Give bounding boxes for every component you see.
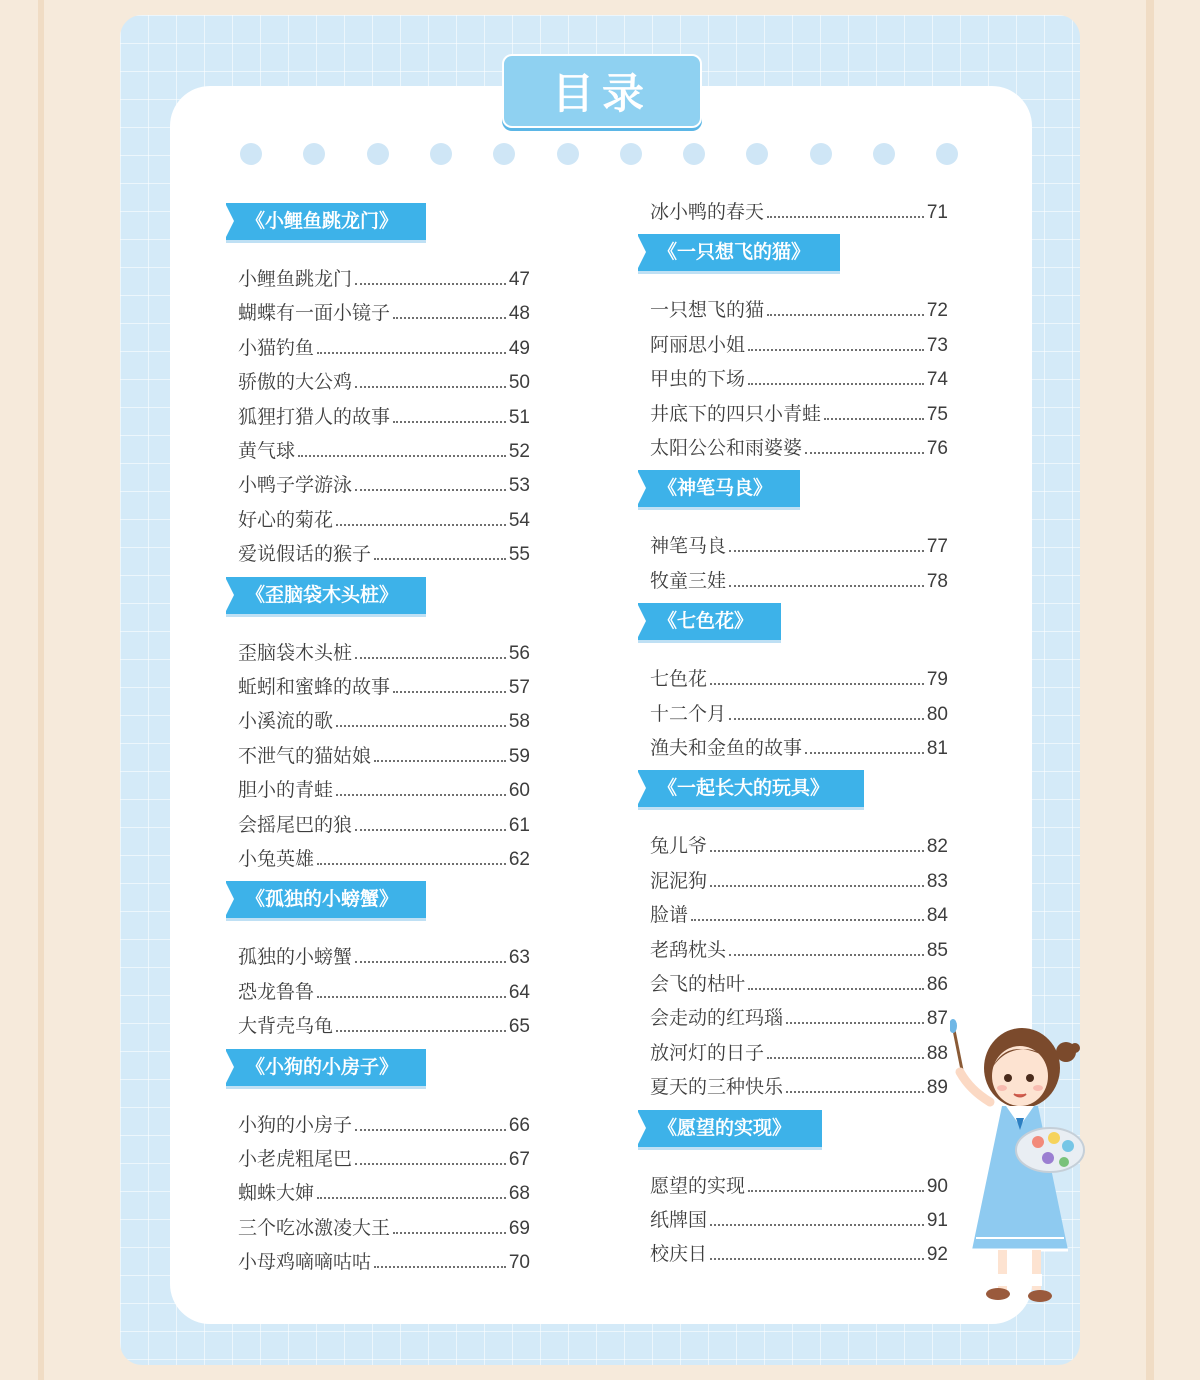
page-title: 目录 (502, 54, 702, 128)
entry-page-number: 74 (926, 369, 948, 391)
entry-title: 小狗的小房子 (238, 1113, 353, 1136)
toc-entry[interactable] (238, 469, 530, 497)
entry-title: 冰小鸭的春天 (650, 201, 765, 223)
toc-entry[interactable] (238, 435, 530, 463)
decorative-dot (303, 143, 325, 165)
section-header[interactable] (226, 1049, 426, 1086)
dot-leader (729, 954, 924, 956)
entry-page-number: 85 (926, 939, 948, 961)
toc-entry[interactable] (238, 297, 530, 325)
entry-page-number: 67 (508, 1149, 530, 1170)
entry-title: 夏天的三种快乐 (650, 1076, 784, 1099)
entry-page-number: 63 (508, 947, 530, 969)
entry-title: 小兔英雄 (238, 848, 315, 870)
entry-page-number: 60 (508, 780, 530, 802)
decorative-dot (620, 143, 642, 165)
entry-title: 小鸭子学游泳 (238, 474, 353, 497)
dot-leader (355, 961, 506, 963)
entry-page-number: 59 (508, 745, 530, 767)
decorative-dot (873, 143, 895, 165)
section-header[interactable] (638, 770, 864, 807)
toc-entry[interactable] (238, 1143, 530, 1171)
toc-entry[interactable] (650, 1170, 948, 1198)
toc-entry[interactable] (238, 538, 530, 566)
entry-page-number: 55 (508, 544, 530, 566)
section-header[interactable] (638, 1110, 822, 1147)
section-title: 《愿望的实现》 (658, 1116, 792, 1139)
section-notch (637, 1110, 646, 1146)
toc-entry[interactable] (238, 366, 530, 394)
dot-leader (317, 352, 506, 354)
section-notch (637, 470, 646, 506)
dot-leader (748, 988, 924, 990)
entry-page-number: 48 (508, 303, 530, 325)
dot-leader (729, 550, 924, 552)
toc-entry[interactable] (238, 671, 530, 699)
entry-title: 歪脑袋木头桩 (238, 641, 353, 664)
dot-leader (710, 1258, 924, 1260)
entry-page-number: 50 (508, 372, 530, 394)
toc-entry[interactable] (650, 196, 948, 224)
dot-leader (393, 1232, 506, 1234)
entry-page-number: 62 (508, 849, 530, 870)
section-header[interactable] (638, 234, 840, 271)
toc-entry[interactable] (650, 968, 948, 996)
entry-title: 小老虎粗尾巴 (238, 1148, 353, 1170)
toc-entry[interactable] (650, 934, 948, 962)
toc-entry[interactable] (650, 1204, 948, 1232)
entry-title: 蚯蚓和蜜蜂的故事 (238, 676, 391, 698)
dot-leader (748, 383, 924, 385)
decorative-dot (683, 143, 705, 165)
entry-title: 十二个月 (650, 702, 727, 725)
section-title: 《歪脑袋木头桩》 (246, 583, 399, 606)
entry-title: 井底下的四只小青蛙 (650, 402, 822, 425)
entry-page-number: 72 (926, 300, 948, 322)
dot-leader (336, 524, 506, 526)
entry-title: 会飞的枯叶 (650, 973, 746, 995)
entry-page-number: 86 (926, 974, 948, 995)
toc-entry[interactable] (238, 504, 530, 532)
toc-entry[interactable] (650, 530, 948, 558)
entry-title: 一只想飞的猫 (650, 299, 765, 322)
toc-entry[interactable] (238, 401, 530, 429)
section-title: 《孤独的小螃蟹》 (246, 888, 399, 911)
section-header[interactable] (226, 881, 426, 918)
section-title: 《小狗的小房子》 (246, 1055, 399, 1078)
section-header[interactable] (226, 203, 426, 240)
toc-entry[interactable] (238, 1109, 530, 1137)
section-title: 《神笔马良》 (658, 477, 773, 500)
entry-title: 小母鸡嘀嘀咕咕 (238, 1251, 372, 1274)
entry-title: 渔夫和金鱼的故事 (650, 737, 803, 759)
entry-title: 牧童三娃 (650, 569, 727, 592)
entry-title: 七色花 (650, 668, 708, 691)
dot-leader (805, 752, 924, 754)
entry-title: 大背壳乌龟 (238, 1015, 334, 1038)
entry-page-number: 69 (508, 1217, 530, 1239)
entry-title: 不泄气的猫姑娘 (238, 744, 372, 767)
entry-title: 狐狸打猎人的故事 (238, 405, 391, 428)
entry-page-number: 56 (508, 642, 530, 664)
entry-page-number: 49 (508, 337, 530, 359)
entry-page-number: 65 (508, 1016, 530, 1038)
dot-leader (710, 885, 924, 887)
toc-entry[interactable] (650, 329, 948, 357)
entry-page-number: 82 (926, 836, 948, 858)
entry-page-number: 68 (508, 1183, 530, 1205)
dot-leader (355, 1129, 506, 1131)
entry-title: 三个吃冰激凌大王 (238, 1216, 391, 1239)
toc-entry[interactable] (650, 865, 948, 893)
dot-leader (336, 794, 506, 796)
entry-title: 小溪流的歌 (238, 710, 334, 733)
entry-title: 好心的菊花 (238, 508, 334, 531)
entry-page-number: 51 (508, 406, 530, 428)
dot-leader (710, 683, 924, 685)
entry-page-number: 81 (926, 738, 948, 759)
entry-page-number: 88 (926, 1042, 948, 1064)
entry-page-number: 90 (926, 1175, 948, 1197)
entry-title: 泥泥狗 (650, 869, 708, 892)
entry-title: 蝴蝶有一面小镜子 (238, 302, 391, 325)
toc-entry[interactable] (238, 705, 530, 733)
entry-page-number: 87 (926, 1008, 948, 1030)
dot-leader (355, 386, 506, 388)
toc-entry[interactable] (650, 1037, 948, 1065)
section-title: 《一只想飞的猫》 (658, 241, 811, 264)
toc-entry[interactable] (238, 637, 530, 665)
section-header[interactable] (226, 577, 426, 614)
decorative-dot (936, 143, 958, 165)
toc-entry[interactable] (238, 1212, 530, 1240)
section-notch (637, 603, 646, 639)
entry-page-number: 79 (926, 669, 948, 691)
entry-title: 蜘蛛大婶 (238, 1182, 315, 1205)
entry-page-number: 92 (926, 1244, 948, 1266)
decorative-dot (557, 143, 579, 165)
toc-entry[interactable] (650, 432, 948, 460)
decorative-dot (746, 143, 768, 165)
toc-entry[interactable] (650, 1071, 948, 1099)
dot-leader (729, 585, 924, 587)
entry-title: 老鸹枕头 (650, 938, 727, 961)
entry-title: 愿望的实现 (650, 1174, 746, 1197)
toc-entry[interactable] (238, 1177, 530, 1205)
decorative-dot (240, 143, 262, 165)
section-title: 《一起长大的玩具》 (658, 777, 830, 800)
dot-leader (355, 657, 506, 659)
dot-leader (767, 314, 924, 316)
entry-page-number: 78 (926, 570, 948, 592)
entry-page-number: 77 (926, 536, 948, 558)
dot-leader (393, 317, 506, 319)
entry-page-number: 84 (926, 905, 948, 927)
entry-title: 脸谱 (650, 904, 689, 927)
entry-page-number: 54 (508, 509, 530, 531)
entry-title: 小猫钓鱼 (238, 336, 315, 359)
section-notch (225, 1049, 234, 1085)
toc-entry[interactable] (650, 830, 948, 858)
section-title: 《小鲤鱼跳龙门》 (246, 210, 399, 232)
dot-leader (374, 760, 506, 762)
toc-entry[interactable] (238, 740, 530, 768)
dot-leader (355, 283, 506, 285)
entry-page-number: 66 (508, 1114, 530, 1136)
page-edge-left (38, 0, 44, 1380)
entry-page-number: 83 (926, 870, 948, 892)
dot-leader (691, 919, 924, 921)
decorative-dot (367, 143, 389, 165)
toc-entry[interactable] (238, 1246, 530, 1274)
section-header[interactable] (638, 470, 800, 507)
entry-title: 阿丽思小姐 (650, 333, 746, 356)
decorative-dot (810, 143, 832, 165)
entry-title: 兔儿爷 (650, 835, 708, 858)
dot-leader (374, 1266, 506, 1268)
entry-title: 黄气球 (238, 440, 296, 462)
dot-leader (393, 421, 506, 423)
toc-entry[interactable] (238, 1010, 530, 1038)
entry-page-number: 71 (926, 202, 948, 223)
dot-leader (374, 558, 506, 560)
dot-leader (710, 850, 924, 852)
entry-page-number: 91 (926, 1210, 948, 1231)
dot-leader (729, 718, 924, 720)
entry-title: 校庆日 (650, 1243, 708, 1266)
dot-leader (355, 1163, 506, 1165)
entry-page-number: 52 (508, 441, 530, 462)
toc-entry[interactable] (238, 774, 530, 802)
toc-entry[interactable] (650, 398, 948, 426)
entry-title: 爱说假话的猴子 (238, 543, 372, 566)
toc-entry[interactable] (650, 1238, 948, 1266)
dot-leader (317, 996, 506, 998)
toc-entry[interactable] (650, 565, 948, 593)
entry-title: 会走动的红玛瑙 (650, 1007, 784, 1030)
entry-page-number: 47 (508, 269, 530, 290)
section-notch (637, 770, 646, 806)
entry-title: 神笔马良 (650, 535, 727, 558)
dot-leader (393, 691, 506, 693)
dot-leader (710, 1224, 924, 1226)
entry-title: 纸牌国 (650, 1209, 708, 1231)
section-notch (225, 203, 234, 239)
entry-title: 会摇尾巴的狼 (238, 813, 353, 836)
toc-entry[interactable] (650, 663, 948, 691)
toc-entry[interactable] (238, 263, 530, 291)
entry-title: 胆小的青蛙 (238, 779, 334, 802)
toc-entry[interactable] (650, 899, 948, 927)
entry-title: 恐龙鲁鲁 (238, 980, 315, 1003)
entry-page-number: 89 (926, 1077, 948, 1099)
dot-leader (767, 216, 924, 218)
entry-page-number: 70 (508, 1252, 530, 1274)
dot-leader (355, 829, 506, 831)
dot-leader (805, 452, 924, 454)
decorative-dot (430, 143, 452, 165)
toc-entry[interactable] (650, 363, 948, 391)
entry-title: 小鲤鱼跳龙门 (238, 268, 353, 290)
dot-leader (748, 349, 924, 351)
page-edge-right (1146, 0, 1154, 1380)
girl-painter-illustration (950, 1010, 1090, 1310)
entry-page-number: 80 (926, 703, 948, 725)
entry-page-number: 76 (926, 438, 948, 459)
entry-title: 甲虫的下场 (650, 368, 746, 391)
entry-page-number: 57 (508, 677, 530, 698)
dot-leader (824, 418, 924, 420)
entry-title: 放河灯的日子 (650, 1041, 765, 1064)
toc-entry[interactable] (650, 732, 948, 760)
section-notch (637, 234, 646, 270)
dot-leader (786, 1022, 924, 1024)
dot-leader (317, 1197, 506, 1199)
toc-entry[interactable] (238, 843, 530, 871)
section-title: 《七色花》 (658, 610, 754, 633)
section-notch (225, 881, 234, 917)
dot-leader (355, 489, 506, 491)
entry-page-number: 73 (926, 334, 948, 356)
toc-entry[interactable] (238, 332, 530, 360)
section-header[interactable] (638, 603, 781, 640)
toc-entry[interactable] (238, 941, 530, 969)
dot-leader (336, 725, 506, 727)
dot-leader (298, 455, 506, 457)
toc-entry[interactable] (238, 976, 530, 1004)
dot-leader (336, 1030, 506, 1032)
dot-leader (786, 1091, 924, 1093)
toc-entry[interactable] (650, 294, 948, 322)
entry-page-number: 58 (508, 711, 530, 733)
toc-entry[interactable] (238, 809, 530, 837)
entry-page-number: 64 (508, 981, 530, 1003)
section-notch (225, 577, 234, 613)
entry-page-number: 61 (508, 814, 530, 836)
decorative-dot (493, 143, 515, 165)
dot-leader (317, 863, 506, 865)
dot-leader (748, 1190, 924, 1192)
entry-title: 骄傲的大公鸡 (238, 371, 353, 394)
entry-title: 孤独的小螃蟹 (238, 946, 353, 969)
entry-page-number: 75 (926, 403, 948, 425)
decorative-dots (240, 143, 960, 167)
entry-page-number: 53 (508, 475, 530, 497)
toc-entry[interactable] (650, 1002, 948, 1030)
dot-leader (767, 1057, 924, 1059)
entry-title: 太阳公公和雨婆婆 (650, 437, 803, 459)
toc-entry[interactable] (650, 698, 948, 726)
